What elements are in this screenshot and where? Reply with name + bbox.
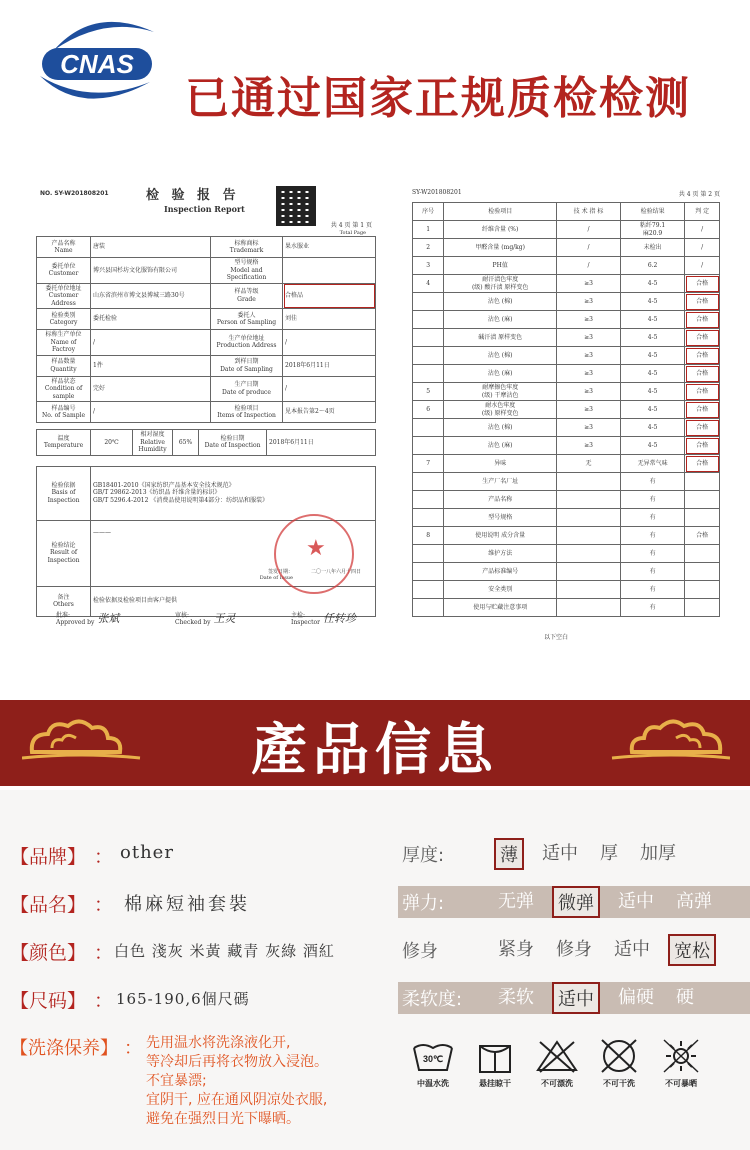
usage-row — [413, 491, 720, 509]
results-row — [413, 401, 720, 419]
results-item: 生产厂名厂址 — [444, 473, 557, 491]
results-item: 型号规格 — [444, 509, 557, 527]
results-verdict: / — [685, 257, 720, 275]
results-item: 沾色 (棉) — [444, 347, 557, 365]
results-value: 有 — [620, 509, 684, 527]
no-dryclean-icon — [590, 1038, 648, 1074]
results-verdict — [685, 545, 720, 563]
report-field-label: 委托单位地址 Customer Address — [37, 283, 91, 309]
results-no — [413, 509, 444, 527]
result-value: ——— — [93, 528, 111, 536]
care-icon-caption: 悬挂晾干 — [479, 1079, 511, 1088]
elasticity-option: 高弹 — [676, 891, 712, 912]
report-field-label: 型号规格 Model and Specification — [211, 258, 283, 284]
results-verdict: / — [685, 239, 720, 257]
report-title-en: Inspection Report — [164, 204, 245, 214]
inspection-date-label: 检验日期 Date of Inspection — [199, 430, 267, 456]
elasticity-option: 微弹 — [552, 886, 600, 918]
results-no: 7 — [413, 455, 444, 473]
results-spec: / — [557, 257, 621, 275]
results-verdict: 合格 — [685, 383, 720, 401]
results-spec: ≥3 — [557, 347, 621, 365]
report-field-label: 检验类别 Category — [37, 309, 91, 330]
report-page-info-en: Total Page — [339, 230, 366, 236]
results-spec: ≥3 — [557, 437, 621, 455]
basis-value: GB18401-2010《国家纺织产品基本安全技术规范》 GB/T 29862-2013《纺织品 纤维含量的标识》 GB/T 5296.4-2012 《消费品使用说明第4部分：纺织品和服装》 — [91, 466, 376, 520]
checked-label: 审核: Checked by — [174, 612, 211, 626]
care-icon-item — [466, 1038, 524, 1089]
report-field-value: 果水服业 — [283, 237, 376, 258]
blank-below-note: 以下空白 — [544, 634, 569, 641]
results-verdict — [685, 473, 720, 491]
report-field-label: 样品状态 Condition of sample — [37, 376, 91, 402]
results-spec — [557, 581, 621, 599]
results-value: 无异常气味 — [620, 455, 684, 473]
results-spec: / — [557, 239, 621, 257]
approved-label: 批准: Approved by — [56, 612, 95, 626]
care-label: 【洗涤保养】 — [10, 1038, 118, 1059]
checked-signature: 王灵 — [213, 612, 236, 625]
results-spec — [557, 509, 621, 527]
results-spec — [557, 545, 621, 563]
report-field-label: 标称生产单位 Name of Factroy — [37, 330, 91, 356]
wash-30-icon — [404, 1038, 462, 1074]
results-value: 4-5 — [620, 275, 684, 293]
results-spec: ≥3 — [557, 275, 621, 293]
results-verdict: 合格 — [685, 527, 720, 545]
results-verdict: 合格 — [685, 401, 720, 419]
results-verdict: / — [685, 221, 720, 239]
temperature-value: 20℃ — [91, 430, 133, 456]
care-line: 避免在强烈日光下曝晒。 — [146, 1111, 300, 1127]
report-row — [37, 376, 376, 402]
results-verdict: 合格 — [685, 293, 720, 311]
results-item: 安全类别 — [444, 581, 557, 599]
issue-date-label: 签发日期： Date of Issue — [259, 569, 293, 582]
size-separator: ： — [94, 990, 114, 1012]
results-row — [413, 275, 720, 293]
results-no — [413, 329, 444, 347]
thickness-option: 厚 — [600, 843, 618, 864]
report-field-value: 1件 — [91, 355, 211, 376]
basis-label: 检验依据 Basis of Inspection — [37, 466, 91, 520]
report-info-table — [36, 236, 376, 423]
results-value: 4-5 — [620, 365, 684, 383]
results-spec: ≥3 — [557, 293, 621, 311]
results-value: 有 — [620, 599, 684, 617]
results-item: 使用说明 成分含量 — [444, 527, 557, 545]
results-item: 甲醛含量 (mg/kg) — [444, 239, 557, 257]
others-value: 检验依据及检验项目由客户提供 — [91, 586, 376, 616]
results-value: 有 — [620, 491, 684, 509]
results-no — [413, 599, 444, 617]
product-info-title: 產品信息 — [251, 717, 499, 783]
results-spec: ≥3 — [557, 311, 621, 329]
results-no: 8 — [413, 527, 444, 545]
brand-separator: ： — [94, 846, 114, 868]
care-separator: ： — [124, 1038, 142, 1059]
name-label: 【品名】 — [10, 894, 87, 916]
results-row — [413, 347, 720, 365]
results-verdict — [685, 563, 720, 581]
usage-row — [413, 509, 720, 527]
results-verdict: 合格 — [685, 437, 720, 455]
result-label: 检验结论 Result of Inspection — [37, 520, 91, 586]
softness-row — [398, 982, 750, 1014]
care-icon-caption: 不可干洗 — [603, 1079, 635, 1088]
no-tumble-dry-icon — [652, 1038, 710, 1074]
results-item: 维护方法 — [444, 545, 557, 563]
results-no: 5 — [413, 383, 444, 401]
report-field-value: 完好 — [91, 376, 211, 402]
report-row — [37, 283, 376, 309]
results-value: 4-5 — [620, 437, 684, 455]
results-spec: ≥3 — [557, 401, 621, 419]
report-field-label: 产品名称 Name — [37, 237, 91, 258]
care-icon-item — [652, 1038, 710, 1089]
report-field-label: 标称商标 Trademark — [211, 237, 283, 258]
brand-value: other — [120, 842, 174, 863]
results-value: 4-5 — [620, 383, 684, 401]
results-item: 耐摩擦色牢度 (级) 干摩沾色 — [444, 383, 557, 401]
results-row — [413, 257, 720, 275]
results-item: 沾色 (麻) — [444, 437, 557, 455]
results-value: 有 — [620, 545, 684, 563]
care-instructions — [146, 1034, 386, 1129]
cnas-logo — [24, 10, 164, 110]
fit-option: 紧身 — [498, 939, 534, 960]
results-item: 异味 — [444, 455, 557, 473]
softness-option: 柔软 — [498, 987, 534, 1008]
usage-row — [413, 581, 720, 599]
thickness-option: 适中 — [542, 843, 578, 864]
report-page-info: 共 4 页 第 1 页 — [330, 222, 372, 229]
results-value: 有 — [620, 473, 684, 491]
fit-option: 宽松 — [668, 934, 716, 966]
report-field-value: 博兴县国杉坊文化服饰有限公司 — [91, 258, 211, 284]
test-results-table — [412, 202, 720, 617]
results-item: 耐水色牢度 (级) 原样变色 — [444, 401, 557, 419]
results-no — [413, 293, 444, 311]
report-env-table — [36, 429, 376, 456]
results-header-cell: 判 定 — [685, 203, 720, 221]
inspection-report-page-1 — [36, 176, 376, 636]
results-row — [413, 365, 720, 383]
results-no — [413, 365, 444, 383]
report-field-value: 唐装 — [91, 237, 211, 258]
results-value: 有 — [620, 563, 684, 581]
results-value: 4-5 — [620, 329, 684, 347]
color-value: 白色 淺灰 米黃 藏青 灰綠 酒紅 — [114, 942, 335, 960]
thickness-option: 薄 — [494, 838, 524, 870]
results-spec — [557, 473, 621, 491]
elasticity-row — [398, 886, 750, 918]
results-verdict — [685, 509, 720, 527]
results-header-cell: 技 术 指 标 — [557, 203, 621, 221]
care-icon-caption: 不可漂洗 — [541, 1079, 573, 1088]
results-spec: 无 — [557, 455, 621, 473]
care-icon-item — [404, 1038, 462, 1089]
results-spec — [557, 527, 621, 545]
results-spec: ≥3 — [557, 365, 621, 383]
results-verdict: 合格 — [685, 275, 720, 293]
care-line: 先用温水将洗涤液化开, — [146, 1035, 291, 1051]
results-no — [413, 311, 444, 329]
results-value: 有 — [620, 527, 684, 545]
results-spec: / — [557, 221, 621, 239]
softness-option: 适中 — [552, 982, 600, 1014]
inspection-report-page-2 — [408, 186, 724, 640]
report-row — [37, 330, 376, 356]
color-label: 【颜色】 — [10, 942, 87, 964]
results-row — [413, 329, 720, 347]
results-value: 有 — [620, 581, 684, 599]
results-spec: ≥3 — [557, 383, 621, 401]
report-field-value: 见本报告第2～4页 — [283, 402, 376, 423]
elasticity-label: 弹力: — [402, 893, 445, 914]
report-field-label: 样品等级 Grade — [211, 283, 283, 309]
qr-code-icon — [276, 186, 316, 226]
results-verdict — [685, 491, 720, 509]
report-field-value: 2018年6月11日 — [283, 355, 376, 376]
report-number: NO. SY-W201808201 — [40, 190, 109, 197]
report-title: 检 验 报 告 — [146, 188, 240, 203]
care-icons-row — [404, 1038, 714, 1089]
results-row — [413, 293, 720, 311]
elasticity-option: 适中 — [618, 891, 654, 912]
report-field-label: 生产日期 Date of produce — [211, 376, 283, 402]
care-icon-caption: 不可暴晒 — [665, 1079, 697, 1088]
results-verdict: 合格 — [685, 455, 720, 473]
size-label: 【尺码】 — [10, 990, 87, 1012]
care-line: 等冷却后再将衣物放入浸泡。 — [146, 1054, 328, 1070]
report-row — [37, 258, 376, 284]
elasticity-option: 无弹 — [498, 891, 534, 912]
headline: 已通过国家正规质检检测 — [185, 73, 691, 124]
results-no — [413, 491, 444, 509]
report-field-value: 委托检验 — [91, 309, 211, 330]
report-row — [37, 402, 376, 423]
results-item: 使用与贮藏注意事项 — [444, 599, 557, 617]
results-value: 未检出 — [620, 239, 684, 257]
inspector-signature: 任转珍 — [322, 612, 356, 625]
no-bleach-icon — [528, 1038, 586, 1074]
usage-row — [413, 545, 720, 563]
report-field-label: 生产单位地址 Production Address — [211, 330, 283, 356]
results-value: 4-5 — [620, 419, 684, 437]
results-verdict: 合格 — [685, 365, 720, 383]
results-item: 碱汗渍 原样变色 — [444, 329, 557, 347]
results-item: 沾色 (棉) — [444, 419, 557, 437]
others-label: 备注 Others — [37, 586, 91, 616]
report-row — [37, 355, 376, 376]
name-separator: ： — [94, 894, 114, 916]
report2-number: SY-W201808201 — [412, 189, 462, 196]
temperature-label: 温度 Temperature — [37, 430, 91, 456]
usage-row — [413, 599, 720, 617]
results-verdict: 合格 — [685, 419, 720, 437]
softness-label: 柔软度: — [402, 989, 463, 1010]
results-row — [413, 419, 720, 437]
results-item: 产品标准编号 — [444, 563, 557, 581]
report-field-label: 到样日期 Date of Sampling — [211, 355, 283, 376]
hang-dry-icon — [466, 1038, 524, 1074]
results-verdict: 合格 — [685, 347, 720, 365]
fit-row — [398, 934, 750, 966]
results-header-cell: 检验项目 — [444, 203, 557, 221]
report-field-label: 样品编号 No. of Sample — [37, 402, 91, 423]
brand-label: 【品牌】 — [10, 846, 87, 868]
results-no — [413, 347, 444, 365]
inspection-date-value: 2018年6月11日 — [267, 430, 376, 456]
results-spec: ≥3 — [557, 329, 621, 347]
report-field-label: 检验项目 Items of Inspection — [211, 402, 283, 423]
results-spec: ≥3 — [557, 419, 621, 437]
report-field-value: / — [283, 330, 376, 356]
results-no: 2 — [413, 239, 444, 257]
results-no — [413, 419, 444, 437]
softness-option: 偏硬 — [618, 987, 654, 1008]
color-separator: ： — [94, 942, 114, 964]
care-icon-item — [590, 1038, 648, 1089]
svg-text:30℃: 30℃ — [422, 1054, 444, 1064]
results-value: 4-5 — [620, 293, 684, 311]
results-item: 沾色 (棉) — [444, 293, 557, 311]
report-field-value: / — [283, 376, 376, 402]
results-value: 粘纤79.1 麻20.9 — [620, 221, 684, 239]
results-row — [413, 311, 720, 329]
name-value: 棉麻短袖套裝 — [124, 894, 250, 915]
stamp-star-icon: ★ — [306, 536, 326, 561]
results-item: 沾色 (麻) — [444, 311, 557, 329]
report-field-label: 样品数量 Quantity — [37, 355, 91, 376]
report-field-label: 委托人 Person of Sampling — [211, 309, 283, 330]
fit-option: 适中 — [614, 939, 650, 960]
results-row — [413, 437, 720, 455]
report-field-value: / — [91, 330, 211, 356]
results-row — [413, 455, 720, 473]
report-field-value: 合格品 — [283, 283, 376, 309]
humidity-label: 相对湿度 Relative Humidity — [133, 430, 173, 456]
results-spec — [557, 491, 621, 509]
report-row — [37, 309, 376, 330]
results-item: 纤维含量 (%) — [444, 221, 557, 239]
results-row — [413, 239, 720, 257]
results-no — [413, 545, 444, 563]
results-no — [413, 581, 444, 599]
thickness-label: 厚度: — [402, 845, 445, 866]
results-verdict: 合格 — [685, 329, 720, 347]
report-row — [37, 237, 376, 258]
fit-label: 修身 — [402, 941, 438, 962]
approved-signature: 张斌 — [97, 612, 120, 625]
results-verdict — [685, 599, 720, 617]
signature-row — [56, 610, 376, 626]
results-no: 6 — [413, 401, 444, 419]
results-item: 耐汗渍色牢度 (级) 酸汗渍 原样变色 — [444, 275, 557, 293]
thickness-row — [398, 838, 750, 870]
cnas-logo-text: CNAS — [60, 49, 134, 79]
results-spec — [557, 563, 621, 581]
thickness-option: 加厚 — [640, 843, 676, 864]
results-spec — [557, 599, 621, 617]
results-no: 3 — [413, 257, 444, 275]
care-line: 宜阴干, 应在通风阴凉处衣服, — [146, 1092, 328, 1108]
results-verdict — [685, 581, 720, 599]
report-field-value: / — [91, 402, 211, 423]
results-item: 沾色 (麻) — [444, 365, 557, 383]
results-item: PH值 — [444, 257, 557, 275]
fit-option: 修身 — [556, 939, 592, 960]
care-icon-item — [528, 1038, 586, 1089]
results-no — [413, 563, 444, 581]
inspector-label: 主检: Inspector — [291, 612, 320, 626]
results-header-cell: 序号 — [413, 203, 444, 221]
results-no — [413, 473, 444, 491]
report-field-value: 刘佳 — [283, 309, 376, 330]
usage-row — [413, 527, 720, 545]
usage-row — [413, 563, 720, 581]
results-verdict: 合格 — [685, 311, 720, 329]
humidity-value: 65% — [173, 430, 199, 456]
issue-date-value: 二〇一八年六月十四日 — [310, 569, 361, 576]
results-value: 4-5 — [620, 311, 684, 329]
results-value: 6.2 — [620, 257, 684, 275]
results-row — [413, 221, 720, 239]
results-row — [413, 383, 720, 401]
report2-page-info: 共 4 页 第 2 页 — [678, 191, 720, 198]
care-icon-caption: 中温水洗 — [417, 1079, 449, 1088]
results-no — [413, 437, 444, 455]
care-line: 不宜暴漂; — [146, 1073, 207, 1089]
results-header-cell: 检验结果 — [620, 203, 684, 221]
report-field-label: 委托单位 Customer — [37, 258, 91, 284]
softness-option: 硬 — [676, 987, 694, 1008]
results-value: 4-5 — [620, 401, 684, 419]
results-no: 4 — [413, 275, 444, 293]
results-value: 4-5 — [620, 347, 684, 365]
report-field-value: 山东省滨州市博文县博城三路30号 — [91, 283, 211, 309]
results-no: 1 — [413, 221, 444, 239]
size-value: 165-190,6個尺碼 — [116, 990, 250, 1008]
results-item: 产品名称 — [444, 491, 557, 509]
usage-row — [413, 473, 720, 491]
report-field-value — [283, 258, 376, 284]
